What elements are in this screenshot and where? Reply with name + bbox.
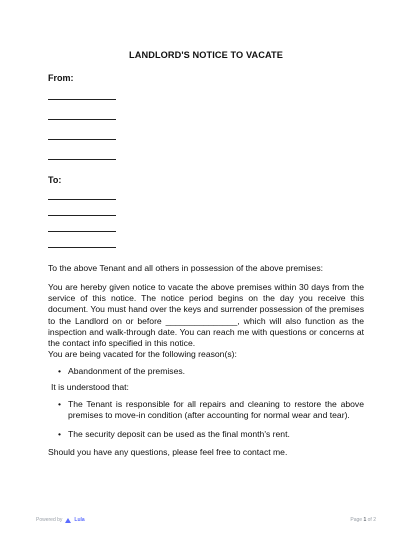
- to-blank-line-2: [48, 215, 116, 216]
- to-blank-line-4: [48, 247, 116, 248]
- powered-by-label: Powered by: [36, 517, 63, 523]
- bullet-icon: •: [58, 366, 62, 376]
- understood-item: [58, 399, 364, 421]
- reason-text: Abandonment of the premises.: [68, 366, 186, 376]
- understood-item: [58, 429, 364, 440]
- page-suffix: of 2: [367, 517, 376, 523]
- page-indicator: [350, 517, 376, 523]
- from-blank-line-4: [48, 159, 116, 160]
- understood-text: The security deposit can be used as the final month's rent.: [68, 429, 290, 439]
- to-label: To:: [48, 175, 62, 185]
- closing-paragraph: Should you have any questions, please feel free to contact me.: [48, 447, 288, 457]
- brand-name: Lula: [74, 517, 85, 523]
- to-blank-line-1: [48, 199, 116, 200]
- powered-by: [36, 517, 85, 523]
- from-blank-line-1: [48, 99, 116, 100]
- intro-paragraph: To the above Tenant and all others in possession of the above premises:: [48, 263, 324, 273]
- page-current: 1: [363, 517, 367, 523]
- document-title: LANDLORD'S NOTICE TO VACATE: [129, 50, 283, 60]
- from-blank-line-3: [48, 139, 116, 140]
- lula-logo-icon: [65, 518, 71, 523]
- to-blank-line-3: [48, 231, 116, 232]
- bullet-icon: •: [58, 399, 62, 409]
- reason-item: [58, 366, 364, 377]
- understood-text: The Tenant is responsible for all repairs and cleaning to restore the above premises to move-in condition (after accounting for normal wear and tear).: [68, 399, 364, 421]
- reasons-intro: You are being vacated for the following reason(s):: [48, 349, 237, 359]
- page-prefix: Page: [350, 517, 363, 523]
- understood-intro: It is understood that:: [51, 382, 129, 392]
- bullet-icon: •: [58, 429, 62, 439]
- notice-paragraph: You are hereby given notice to vacate the above premises within 30 days from the service of this notice. The notice period begins on the day you receive this document. You must hand over the keys and surrender possession of the premises to the Landlord on or before _______________, which will also function as the inspection and walk-through date. You can reach me with questions or concerns at the contact info specified in this notice.: [48, 282, 364, 349]
- from-blank-line-2: [48, 119, 116, 120]
- from-label: From:: [48, 73, 74, 83]
